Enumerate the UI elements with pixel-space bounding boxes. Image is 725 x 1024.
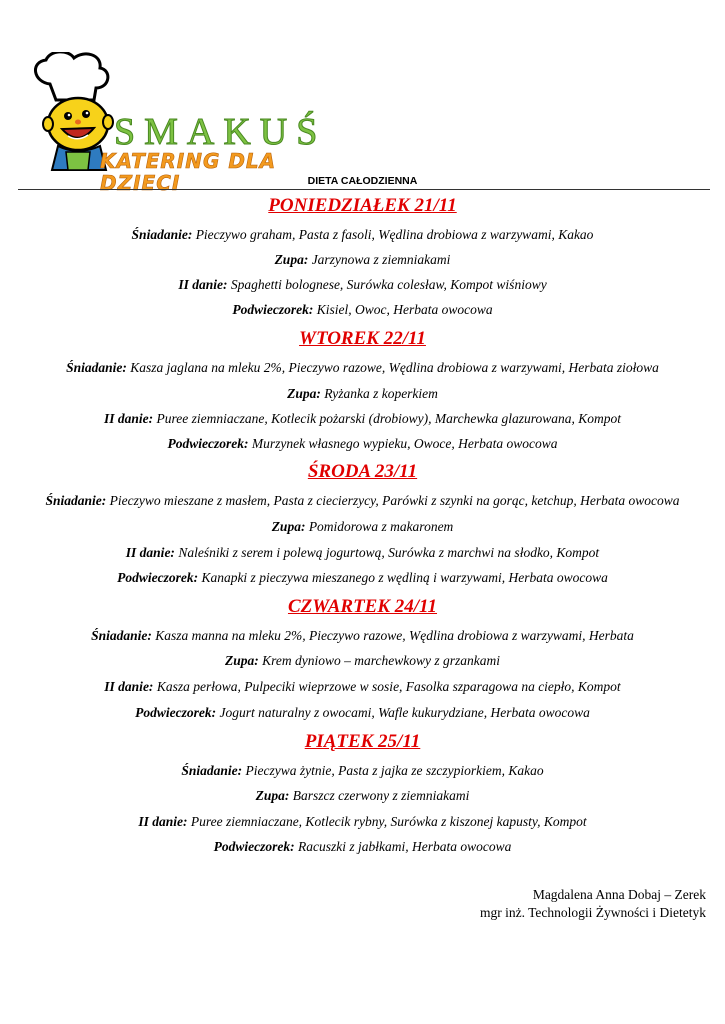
meal-row — [0, 788, 725, 804]
meal-row — [0, 519, 725, 535]
meal-row — [0, 839, 725, 855]
meal-text: Kasza jaglana na mleku 2%, Pieczywo razowe, Wędlina drobiowa z warzywami, Herbata ziołowa — [130, 360, 659, 375]
meal-label: II danie: — [104, 679, 154, 694]
meal-text: Murzynek własnego wypieku, Owoce, Herbata owocowa — [251, 436, 558, 451]
meal-text: Barszcz czerwony z ziemniakami — [292, 788, 470, 803]
meal-text: Jogurt naturalny z owocami, Wafle kukurydziane, Herbata owocowa — [219, 705, 590, 720]
meal-label: II danie: — [178, 277, 228, 292]
signature-title: mgr inż. Technologii Żywności i Dietetyk — [479, 905, 706, 920]
divider — [18, 189, 710, 190]
menu-title: DIETA CAŁODZIENNA — [307, 175, 418, 187]
meal-text: Kanapki z pieczywa mieszanego z wędliną i warzywami, Herbata owocowa — [201, 570, 608, 585]
meal-text: Kasza manna na mleku 2%, Pieczywo razowe, Wędlina drobiowa z warzywami, Herbata — [155, 628, 634, 643]
meal-text: Pieczywo graham, Pasta z fasoli, Wędlina drobiowa z warzywami, Kakao — [195, 227, 594, 242]
meal-row — [0, 570, 725, 586]
meal-label: Śniadanie: — [131, 227, 193, 242]
meal-text: Ryżanka z koperkiem — [324, 386, 438, 401]
logo — [28, 52, 327, 195]
meal-label: Podwieczorek: — [232, 302, 314, 317]
day-title-thursday: CZWARTEK 24/11 — [287, 596, 438, 617]
meal-label: Śniadanie: — [181, 763, 243, 778]
meal-label: Zupa: — [255, 788, 290, 803]
meal-label: Podwieczorek: — [167, 436, 249, 451]
meal-row — [0, 493, 725, 509]
meal-text: Pieczywo mieszane z masłem, Pasta z ciecierzycy, Parówki z szynki na gorąc, ketchup, Herbata owocowa — [109, 493, 680, 508]
meal-label: Śniadanie: — [91, 628, 152, 643]
meal-label: Zupa: — [274, 252, 309, 267]
meal-label: Podwieczorek: — [135, 705, 217, 720]
meal-label: Podwieczorek: — [213, 839, 295, 854]
meal-label: Śniadanie: — [45, 493, 107, 508]
meal-row — [0, 411, 725, 427]
meal-row — [0, 360, 725, 376]
day-title-monday: PONIEDZIAŁEK 21/11 — [268, 195, 457, 216]
meal-text: Spaghetti bolognese, Surówka colesław, Kompot wiśniowy — [230, 277, 547, 292]
meal-label: Zupa: — [225, 653, 259, 668]
meal-text: Puree ziemniaczane, Kotlecik rybny, Surówka z kiszonej kapusty, Kompot — [190, 814, 587, 829]
meal-row — [0, 628, 725, 644]
meal-label: II danie: — [104, 411, 154, 426]
meal-label: Zupa: — [287, 386, 321, 401]
meal-row — [0, 252, 725, 268]
logo-subtitle: KATERING DLA DZIECI — [100, 149, 277, 195]
meal-text: Naleśniki z serem i polewą jogurtową, Surówka z marchwi na słodko, Kompot — [178, 545, 600, 560]
day-title-friday: PIĄTEK 25/11 — [304, 731, 421, 752]
meal-text: Pomidorowa z makaronem — [308, 519, 454, 534]
logo-title: SMAKUŚ — [114, 111, 327, 153]
meal-label: Zupa: — [271, 519, 306, 534]
meal-text: Jarzynowa z ziemniakami — [311, 252, 451, 267]
day-title-tuesday: WTOREK 22/11 — [299, 328, 426, 349]
meal-label: Śniadanie: — [66, 360, 127, 375]
meal-text: Kasza perłowa, Pulpeciki wieprzowe w sosie, Fasolka szparagowa na ciepło, Kompot — [156, 679, 621, 694]
meal-row — [0, 814, 725, 830]
meal-label: II danie: — [125, 545, 175, 560]
meal-row — [0, 302, 725, 318]
meal-row — [0, 545, 725, 561]
meal-text: Kisiel, Owoc, Herbata owocowa — [316, 302, 493, 317]
meal-text: Krem dyniowo – marchewkowy z grzankami — [262, 653, 500, 668]
meal-label: II danie: — [138, 814, 188, 829]
meal-row — [0, 763, 725, 779]
meal-row — [0, 705, 725, 721]
meal-text: Puree ziemniaczane, Kotlecik pożarski (drobiowy), Marchewka glazurowana, Kompot — [156, 411, 621, 426]
meal-row — [0, 679, 725, 695]
meal-row — [0, 277, 725, 293]
meal-label: Podwieczorek: — [117, 570, 199, 585]
meal-text: Racuszki z jabłkami, Herbata owocowa — [298, 839, 512, 854]
meal-row — [0, 227, 725, 243]
day-title-wednesday: ŚRODA 23/11 — [307, 461, 418, 482]
meal-row — [0, 386, 725, 402]
signature-name: Magdalena Anna Dobaj – Zerek — [532, 887, 706, 902]
meal-text: Pieczywa żytnie, Pasta z jajka ze szczypiorkiem, Kakao — [245, 763, 544, 778]
meal-row — [0, 653, 725, 669]
meal-row — [0, 436, 725, 452]
